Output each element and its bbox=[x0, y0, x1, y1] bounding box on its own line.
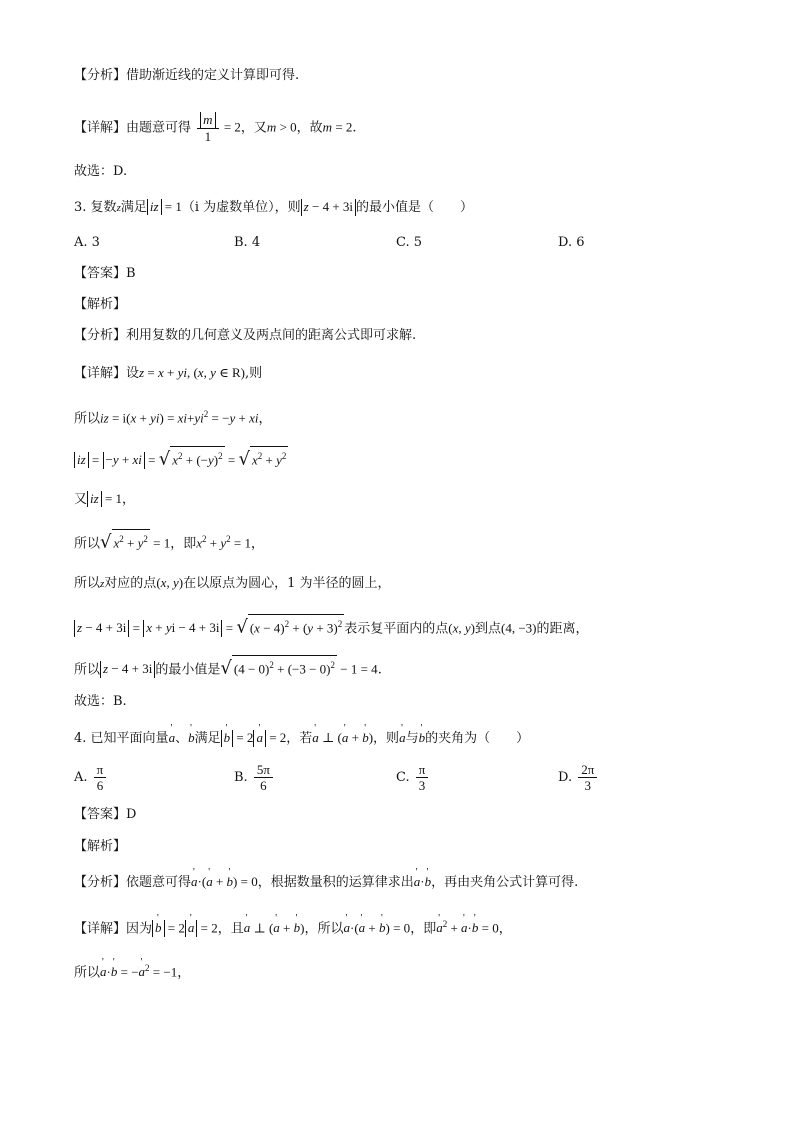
q2-analysis-text: 借助渐近线的定义计算即可得. bbox=[126, 68, 300, 83]
q4-option-a: A. $\frac{\pi}{6}$ bbox=[74, 762, 108, 793]
q3-step-5: 所以z对应的点(x, y)在以原点为圆心，1 为半径的圆上， bbox=[74, 575, 391, 591]
q3-step-7: 所以 z − 4 + 3i 的最小值是√ $(4 - 0)^2 + (-3 - 0)^2 - 1 = 4$. bbox=[74, 655, 382, 680]
q3-step-4: 所以√ $x^2 + y^2 = 1$，即$x^2 + y^2 = 1$， bbox=[74, 529, 264, 554]
q3-step-1: 所以iz = $i(x + yi) = xi+yi^2 = -y$ + xi， bbox=[74, 409, 272, 427]
q4-answer: D bbox=[126, 807, 137, 822]
q3-step-2: iz = −y + xi = √ $x^2 + (-y)^2$ = √ $x^2 + y^2$ bbox=[74, 446, 288, 471]
q3-stem: 3. 复数z满足 iz = 1（i 为虚数单位），则 z − 4 + 3i 的最小值是（ ） bbox=[74, 199, 474, 215]
q2-choice: 故选：D. bbox=[74, 164, 128, 179]
q3-step-6: z − 4 + 3i = x + yi − 4 + 3i = √ $(x - 4)^2 + (y + 3)^2$ 表示复平面内的点(x, y)到点(4, −3)的距离， bbox=[74, 614, 589, 639]
q3-analysis-line: 【分析】利用复数的几何意义及两点间的距离公式即可求解. bbox=[74, 328, 417, 343]
q3-step-3: 又 iz = 1， bbox=[74, 491, 136, 507]
q4-option-d: D. $\frac{2\pi}{3}$ bbox=[558, 762, 599, 793]
q3-choice: 故选：B. bbox=[74, 694, 127, 709]
q3-option-d: D. 6 bbox=[558, 235, 585, 250]
q3-detail-line: 【详解】设z = x + yi, (x, y ∈ R),则 bbox=[74, 365, 263, 381]
q2-fraction: $\frac{m}{1}$ bbox=[197, 112, 218, 144]
q2-detail-line: 【详解】由题意可得 $\frac{m}{1}$ = 2，又m > 0，故m = 2. bbox=[74, 112, 357, 144]
q4-explanation-tag: 【解析】 bbox=[74, 839, 127, 854]
q3-option-c: C. 5 bbox=[396, 235, 423, 250]
q4-option-c: C. $\frac{\pi}{3}$ bbox=[396, 762, 430, 793]
answer-tag: 【答案】 bbox=[74, 266, 127, 281]
q4-stem: 4. 已知平面向量' a、' b满足' b = 2' a = 2，若' a ⊥ (' a + ' b)，则' a与' b的夹角为（ ） bbox=[74, 728, 529, 749]
q3-answer-line bbox=[74, 264, 136, 284]
q4-option-b: B. $\frac{5\pi}{6}$ bbox=[234, 762, 275, 793]
q2-detail-mid2: ，故 bbox=[296, 120, 323, 136]
q2-detail-prefix: 由题意可得 bbox=[126, 120, 192, 136]
q2-detail-mid: ，又 bbox=[240, 120, 267, 136]
q3-option-b: B. 4 bbox=[234, 235, 261, 250]
q3-answer: B bbox=[126, 266, 136, 281]
q4-answer-line: 【答案】D bbox=[74, 807, 137, 822]
q4-step-1: 所以' a·' b = −' $a^2 = -1$， bbox=[74, 958, 190, 983]
q3-option-a: A. 3 bbox=[74, 235, 100, 250]
q3-analysis-text: 利用复数的几何意义及两点间的距离公式即可求解. bbox=[126, 328, 417, 343]
q2-analysis-line bbox=[74, 66, 299, 86]
q4-detail-line: 【详解】因为' b = 2' a = 2，且' a ⊥ (' a + ' b)，所以' a·(' a + ' b) = 0，即' $a^2$ + ' a·' b = 0， bbox=[74, 914, 512, 939]
q3-explanation-tag: 【解析】 bbox=[74, 297, 127, 312]
q4-analysis-line: 【分析】依题意可得' a·(' a + ' b) = 0，根据数量积的运算律求出' a·' b，再由夹角公式计算可得. bbox=[74, 872, 578, 893]
analysis-tag: 【分析】 bbox=[74, 68, 127, 83]
detail-tag: 【详解】 bbox=[74, 120, 127, 136]
